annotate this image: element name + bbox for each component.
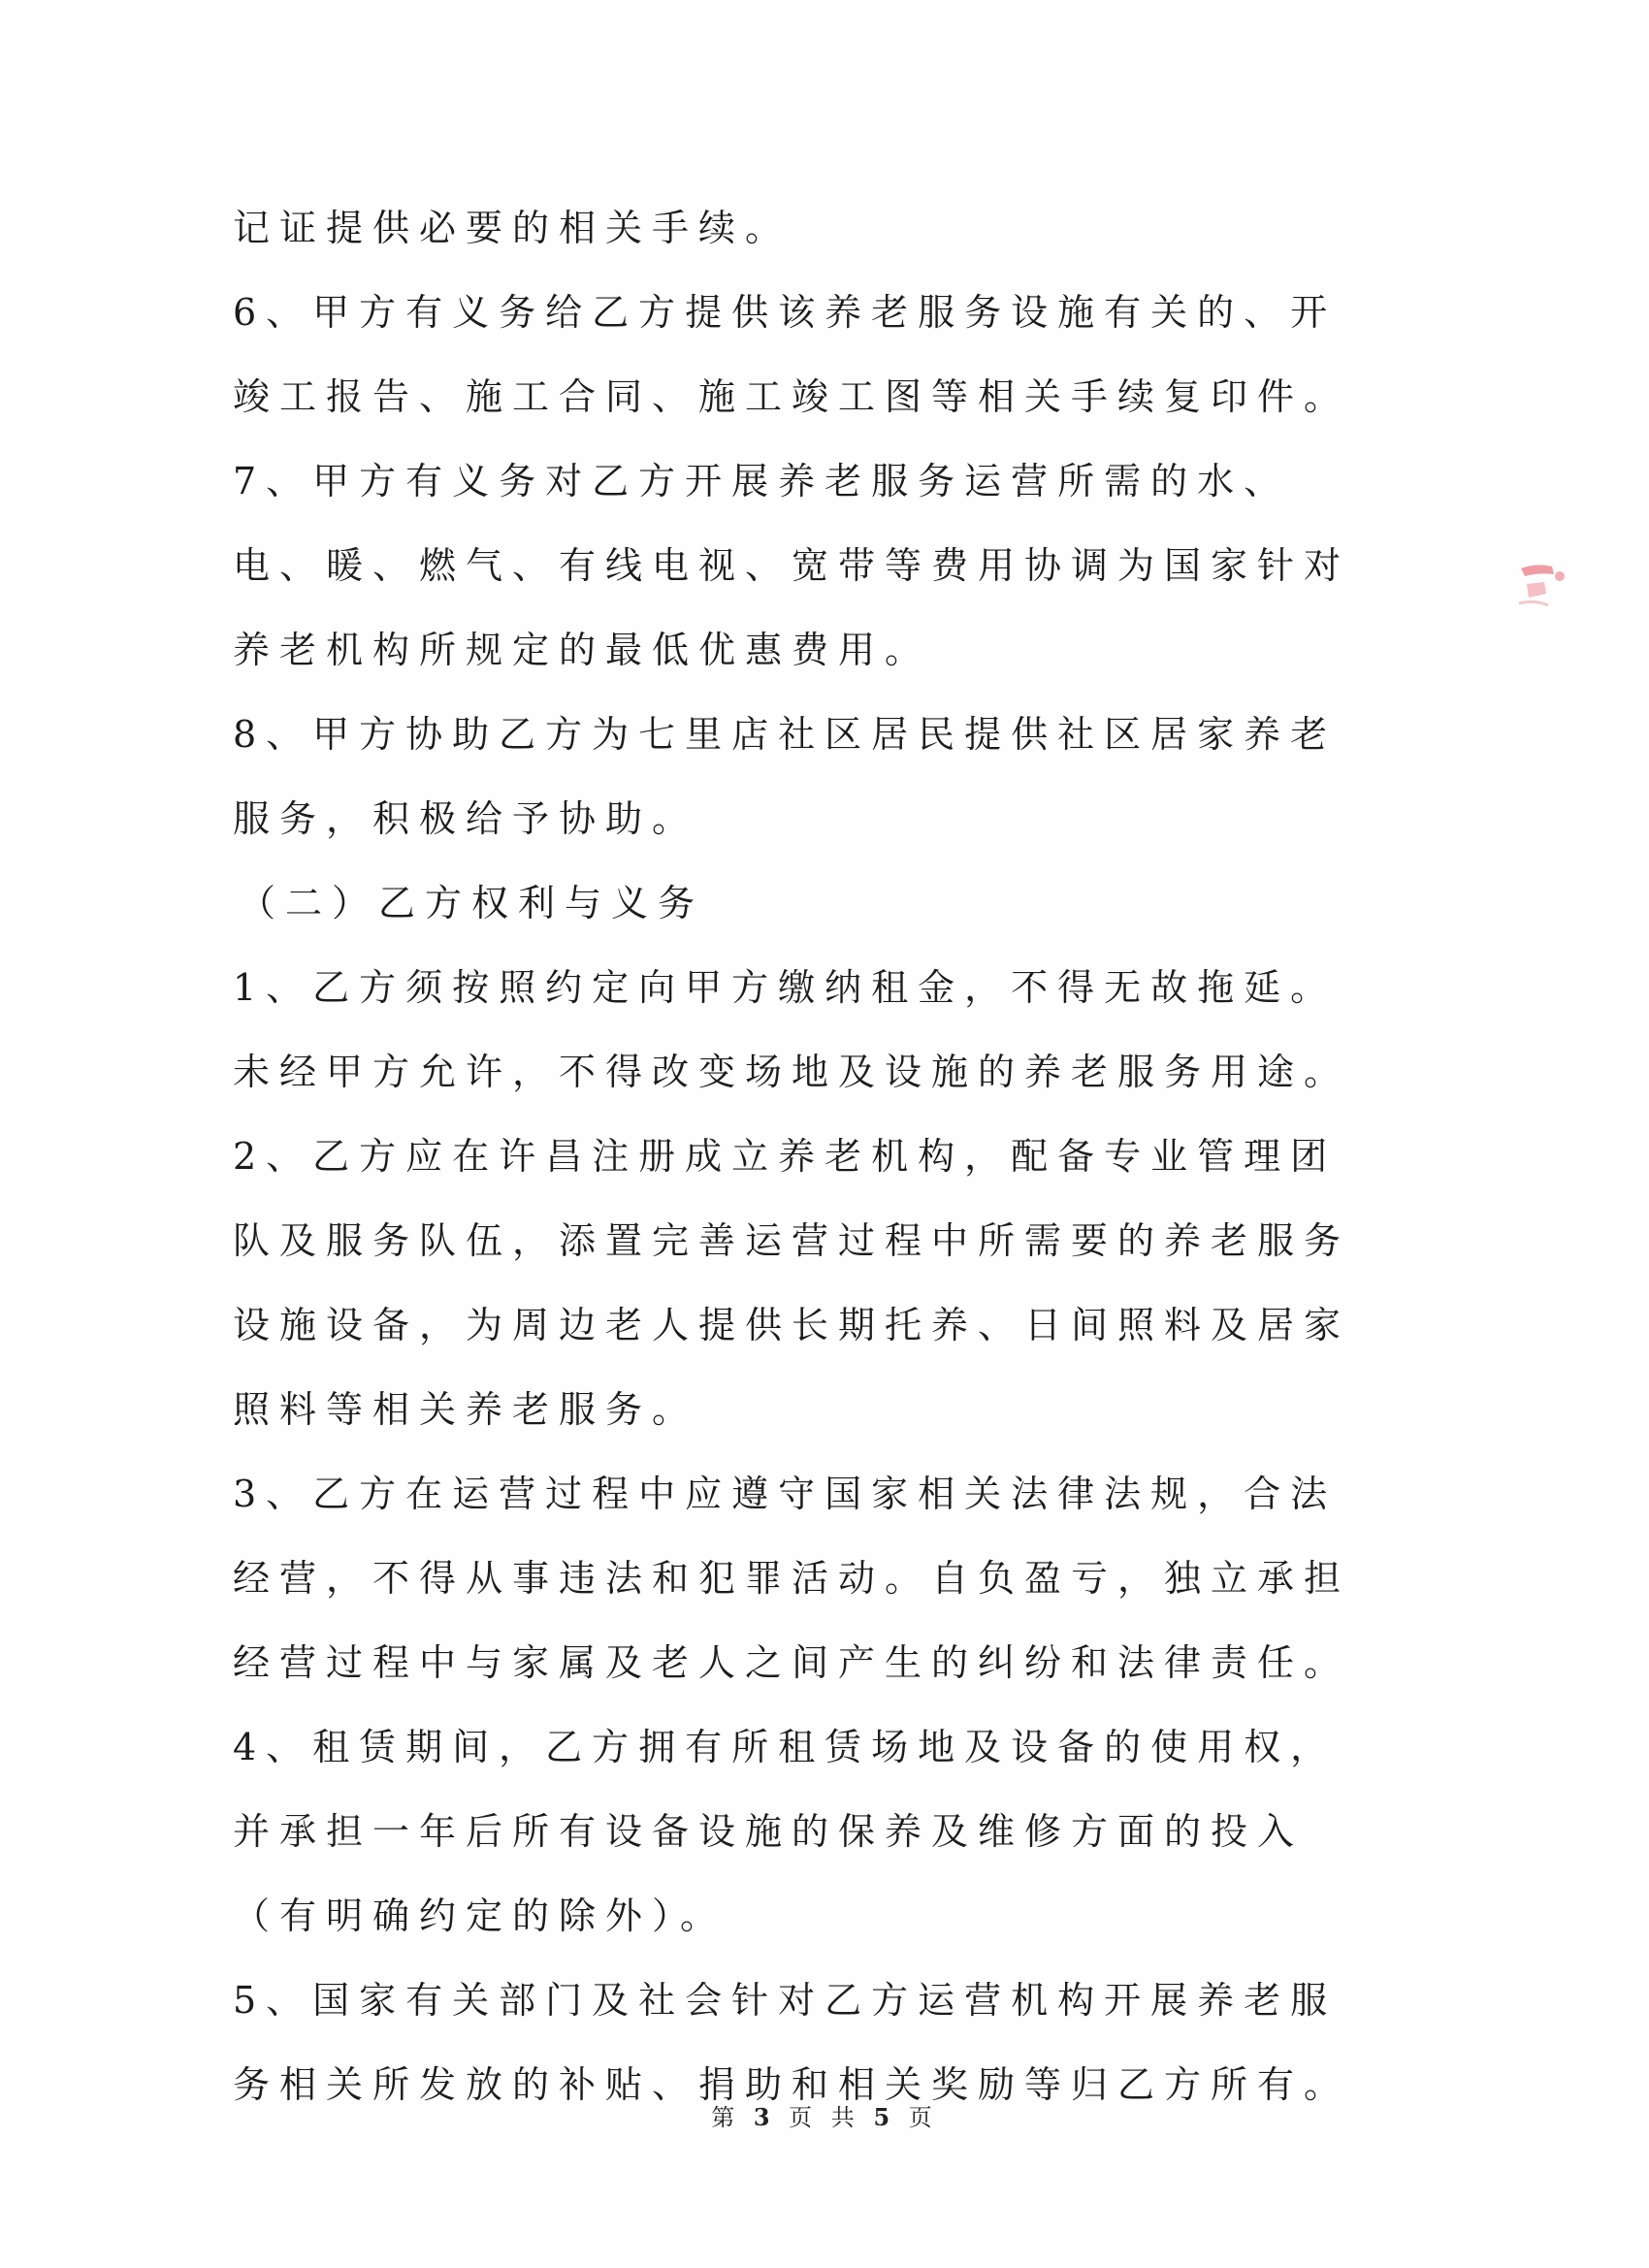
clause-a8: 8、甲方协助乙方为七里店社区居民提供社区居家养老服务，积极给予协助。	[233, 713, 1338, 840]
clause-b5: 5、国家有关部门及社会针对乙方运营机构开展养老服务相关所发放的补贴、捐助和相关奖励等归乙方所有。	[233, 1979, 1351, 2106]
clause-a6: 6、甲方有义务给乙方提供该养老服务设施有关的、开竣工报告、施工合同、施工竣工图等相关手续复印件。	[233, 291, 1351, 418]
clause-a7: 7、甲方有义务对乙方开展养老服务运营所需的水、电、暖、燃气、有线电视、宽带等费用协调为国家针对养老机构所规定的最低优惠费用。	[233, 460, 1351, 671]
clause-b2: 2、乙方应在许昌注册成立养老机构，配备专业管理团队及服务队伍，添置完善运营过程中所需要的养老服务设施设备，为周边老人提供长期托养、日间照料及居家照料等相关养老服务。	[233, 1135, 1351, 1431]
clause-continuation: 记证提供必要的相关手续。	[233, 207, 792, 249]
footer-middle: 页 共	[789, 2104, 860, 2131]
footer-suffix: 页	[908, 2104, 938, 2131]
total-page-number: 5	[873, 2103, 896, 2131]
clause-b3: 3、乙方在运营过程中应遵守国家相关法律法规，合法经营，不得从事违法和犯罪活动。自负盈亏，独立承担经营过程中与家属及老人之间产生的纠纷和法律责任。	[233, 1473, 1351, 1684]
current-page-number: 3	[753, 2103, 776, 2131]
page-footer	[0, 2098, 1649, 2132]
clause-b1: 1、乙方须按照约定向甲方缴纳租金，不得无故拖延。未经甲方允许，不得改变场地及设施的养老服务用途。	[233, 966, 1351, 1093]
footer-prefix: 第	[711, 2104, 741, 2131]
section-heading-party-b: （二）乙方权利与义务	[239, 882, 705, 924]
document-body	[233, 186, 1368, 2127]
seal-stamp-fragment	[1515, 555, 1583, 617]
clause-b4: 4、租赁期间，乙方拥有所租赁场地及设备的使用权，并承担一年后所有设备设施的保养及维修方面的投入（有明确约定的除外）。	[233, 1726, 1338, 1937]
